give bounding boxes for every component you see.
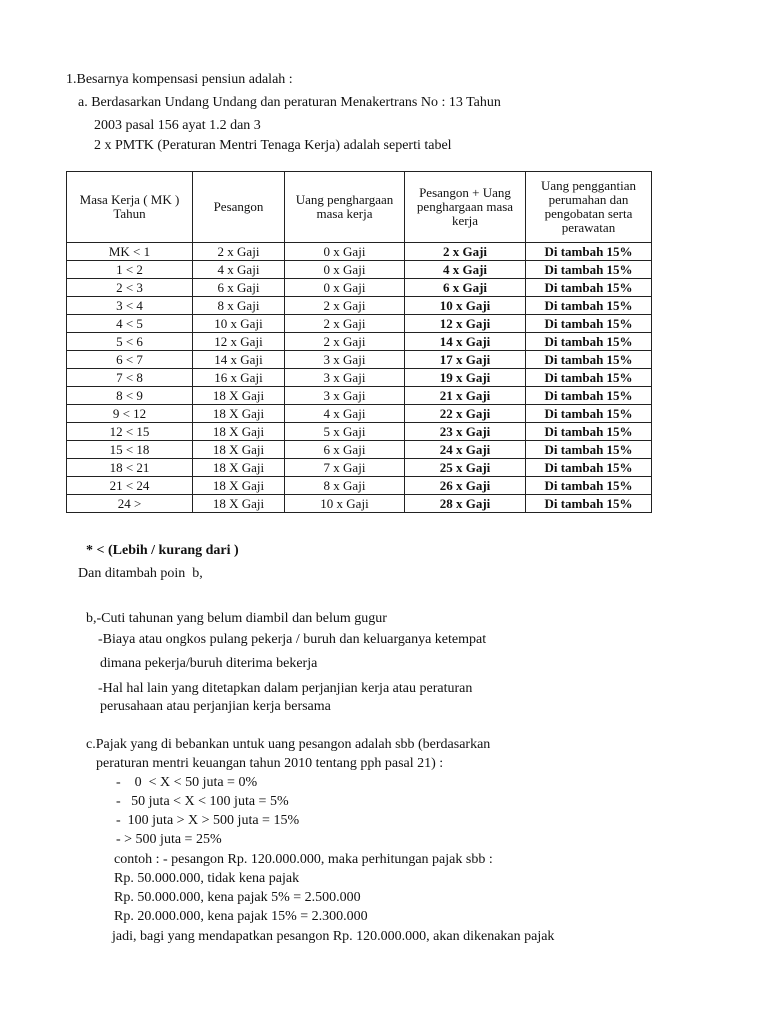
poin-b-line-2: -Biaya atau ongkos pulang pekerja / buruh dan keluarganya ketempat	[98, 632, 487, 647]
table-cell: Di tambah 15%	[526, 315, 652, 333]
table-cell: 0 x Gaji	[285, 261, 405, 279]
table-cell: 7 x Gaji	[285, 459, 405, 477]
example-line-4: Rp. 20.000.000, kena pajak 15% = 2.300.000	[114, 909, 368, 924]
table-cell: 6 x Gaji	[193, 279, 285, 297]
table-cell: 18 X Gaji	[193, 423, 285, 441]
poin-b-line-4: -Hal hal lain yang ditetapkan dalam perjanjian kerja atau peraturan	[98, 681, 473, 696]
table-cell: 24 >	[67, 495, 193, 513]
table-row	[67, 279, 652, 297]
table-cell: Di tambah 15%	[526, 369, 652, 387]
table-cell: 22 x Gaji	[405, 405, 526, 423]
table-cell: Di tambah 15%	[526, 459, 652, 477]
intro-line-1: 1.Besarnya kompensasi pensiun adalah :	[66, 72, 293, 87]
table-cell: 21 < 24	[67, 477, 193, 495]
poin-b-line-1: b,-Cuti tahunan yang belum diambil dan belum gugur	[86, 611, 387, 626]
table-cell: 14 x Gaji	[193, 351, 285, 369]
table-cell: 10 x Gaji	[285, 495, 405, 513]
comparison-note: * < (Lebih / kurang dari )	[86, 543, 239, 558]
table-cell: 5 < 6	[67, 333, 193, 351]
poin-c-line-2: peraturan mentri keuangan tahun 2010 tentang pph pasal 21) :	[96, 756, 444, 771]
table-cell: Di tambah 15%	[526, 351, 652, 369]
table-cell: 4 x Gaji	[285, 405, 405, 423]
table-cell: 3 x Gaji	[285, 351, 405, 369]
table-cell: 0 x Gaji	[285, 243, 405, 261]
table-cell: 6 x Gaji	[405, 279, 526, 297]
table-cell: 4 < 5	[67, 315, 193, 333]
intro-line-3: 2003 pasal 156 ayat 1.2 dan 3	[94, 118, 261, 133]
poin-b-line-3: dimana pekerja/buruh diterima bekerja	[100, 656, 318, 671]
table-cell: 18 < 21	[67, 459, 193, 477]
table-row	[67, 387, 652, 405]
table-header-row	[67, 172, 652, 243]
compensation-table	[66, 171, 652, 513]
table-cell: 1 < 2	[67, 261, 193, 279]
table-row	[67, 333, 652, 351]
table-cell: 2 x Gaji	[193, 243, 285, 261]
table-cell: 2 x Gaji	[285, 315, 405, 333]
table-row	[67, 477, 652, 495]
table-row	[67, 297, 652, 315]
table-cell: 17 x Gaji	[405, 351, 526, 369]
table-header-cell: Uang penggantian perumahan dan pengobatan serta perawatan	[526, 172, 652, 243]
table-cell: Di tambah 15%	[526, 405, 652, 423]
table-cell: 4 x Gaji	[193, 261, 285, 279]
intro-line-4: 2 x PMTK (Peraturan Mentri Tenaga Kerja) adalah seperti tabel	[94, 138, 452, 153]
table-cell: 5 x Gaji	[285, 423, 405, 441]
table-cell: 6 x Gaji	[285, 441, 405, 459]
example-line-2: Rp. 50.000.000, tidak kena pajak	[114, 871, 300, 886]
table-row	[67, 243, 652, 261]
poin-b-intro: Dan ditambah poin b,	[78, 566, 203, 581]
table-row	[67, 315, 652, 333]
table-cell: 15 < 18	[67, 441, 193, 459]
example-line-5: jadi, bagi yang mendapatkan pesangon Rp. 120.000.000, akan dikenakan pajak	[112, 929, 555, 944]
table-cell: 3 < 4	[67, 297, 193, 315]
table-cell: 0 x Gaji	[285, 279, 405, 297]
table-body	[67, 243, 652, 513]
table-cell: 21 x Gaji	[405, 387, 526, 405]
table-cell: 8 x Gaji	[285, 477, 405, 495]
table-row	[67, 495, 652, 513]
table-cell: Di tambah 15%	[526, 261, 652, 279]
table-cell: 8 < 9	[67, 387, 193, 405]
table-header-cell: Masa Kerja ( MK ) Tahun	[67, 172, 193, 243]
table-cell: Di tambah 15%	[526, 243, 652, 261]
table-cell: 23 x Gaji	[405, 423, 526, 441]
table-cell: 18 X Gaji	[193, 477, 285, 495]
table-cell: 2 x Gaji	[285, 333, 405, 351]
table-cell: 12 x Gaji	[193, 333, 285, 351]
table-header-cell: Pesangon + Uang penghargaan masa kerja	[405, 172, 526, 243]
tax-bracket-1: - 0 < X < 50 juta = 0%	[116, 775, 258, 790]
table-cell: Di tambah 15%	[526, 495, 652, 513]
table-row	[67, 351, 652, 369]
table-header-cell: Pesangon	[193, 172, 285, 243]
table-row	[67, 369, 652, 387]
table-row	[67, 423, 652, 441]
table-cell: MK < 1	[67, 243, 193, 261]
table-cell: 7 < 8	[67, 369, 193, 387]
table-cell: 24 x Gaji	[405, 441, 526, 459]
table-cell: Di tambah 15%	[526, 441, 652, 459]
poin-c-line-1: c.Pajak yang di bebankan untuk uang pesangon adalah sbb (berdasarkan	[86, 737, 491, 752]
table-cell: 18 X Gaji	[193, 459, 285, 477]
table-cell: 26 x Gaji	[405, 477, 526, 495]
table-cell: 12 < 15	[67, 423, 193, 441]
table-cell: 8 x Gaji	[193, 297, 285, 315]
table-cell: 16 x Gaji	[193, 369, 285, 387]
table-header-cell: Uang penghargaan masa kerja	[285, 172, 405, 243]
table-cell: Di tambah 15%	[526, 387, 652, 405]
intro-line-2: a. Berdasarkan Undang Undang dan peraturan Menakertrans No : 13 Tahun	[78, 95, 501, 110]
poin-b-line-5: perusahaan atau perjanjian kerja bersama	[100, 699, 331, 714]
table-row	[67, 405, 652, 423]
table-cell: Di tambah 15%	[526, 423, 652, 441]
table-cell: 2 x Gaji	[405, 243, 526, 261]
table-cell: Di tambah 15%	[526, 333, 652, 351]
table-row	[67, 261, 652, 279]
table-cell: 3 x Gaji	[285, 369, 405, 387]
table-cell: 3 x Gaji	[285, 387, 405, 405]
table-row	[67, 459, 652, 477]
table-cell: 14 x Gaji	[405, 333, 526, 351]
table-cell: 18 X Gaji	[193, 387, 285, 405]
table-cell: Di tambah 15%	[526, 279, 652, 297]
tax-bracket-4: - > 500 juta = 25%	[116, 832, 222, 847]
table-cell: 2 x Gaji	[285, 297, 405, 315]
table-cell: 10 x Gaji	[193, 315, 285, 333]
example-line-3: Rp. 50.000.000, kena pajak 5% = 2.500.000	[114, 890, 361, 905]
table-cell: Di tambah 15%	[526, 477, 652, 495]
table-cell: 25 x Gaji	[405, 459, 526, 477]
table-cell: 2 < 3	[67, 279, 193, 297]
table-row	[67, 441, 652, 459]
table-cell: 6 < 7	[67, 351, 193, 369]
table-cell: 18 X Gaji	[193, 495, 285, 513]
table-cell: 12 x Gaji	[405, 315, 526, 333]
table-cell: 10 x Gaji	[405, 297, 526, 315]
example-line-1: contoh : - pesangon Rp. 120.000.000, maka perhitungan pajak sbb :	[114, 852, 493, 867]
table-cell: 9 < 12	[67, 405, 193, 423]
table-cell: 18 X Gaji	[193, 441, 285, 459]
table-cell: 19 x Gaji	[405, 369, 526, 387]
table-cell: 4 x Gaji	[405, 261, 526, 279]
tax-bracket-3: - 100 juta > X > 500 juta = 15%	[116, 813, 300, 828]
table-cell: 28 x Gaji	[405, 495, 526, 513]
tax-bracket-2: - 50 juta < X < 100 juta = 5%	[116, 794, 289, 809]
table-cell: 18 X Gaji	[193, 405, 285, 423]
table-cell: Di tambah 15%	[526, 297, 652, 315]
